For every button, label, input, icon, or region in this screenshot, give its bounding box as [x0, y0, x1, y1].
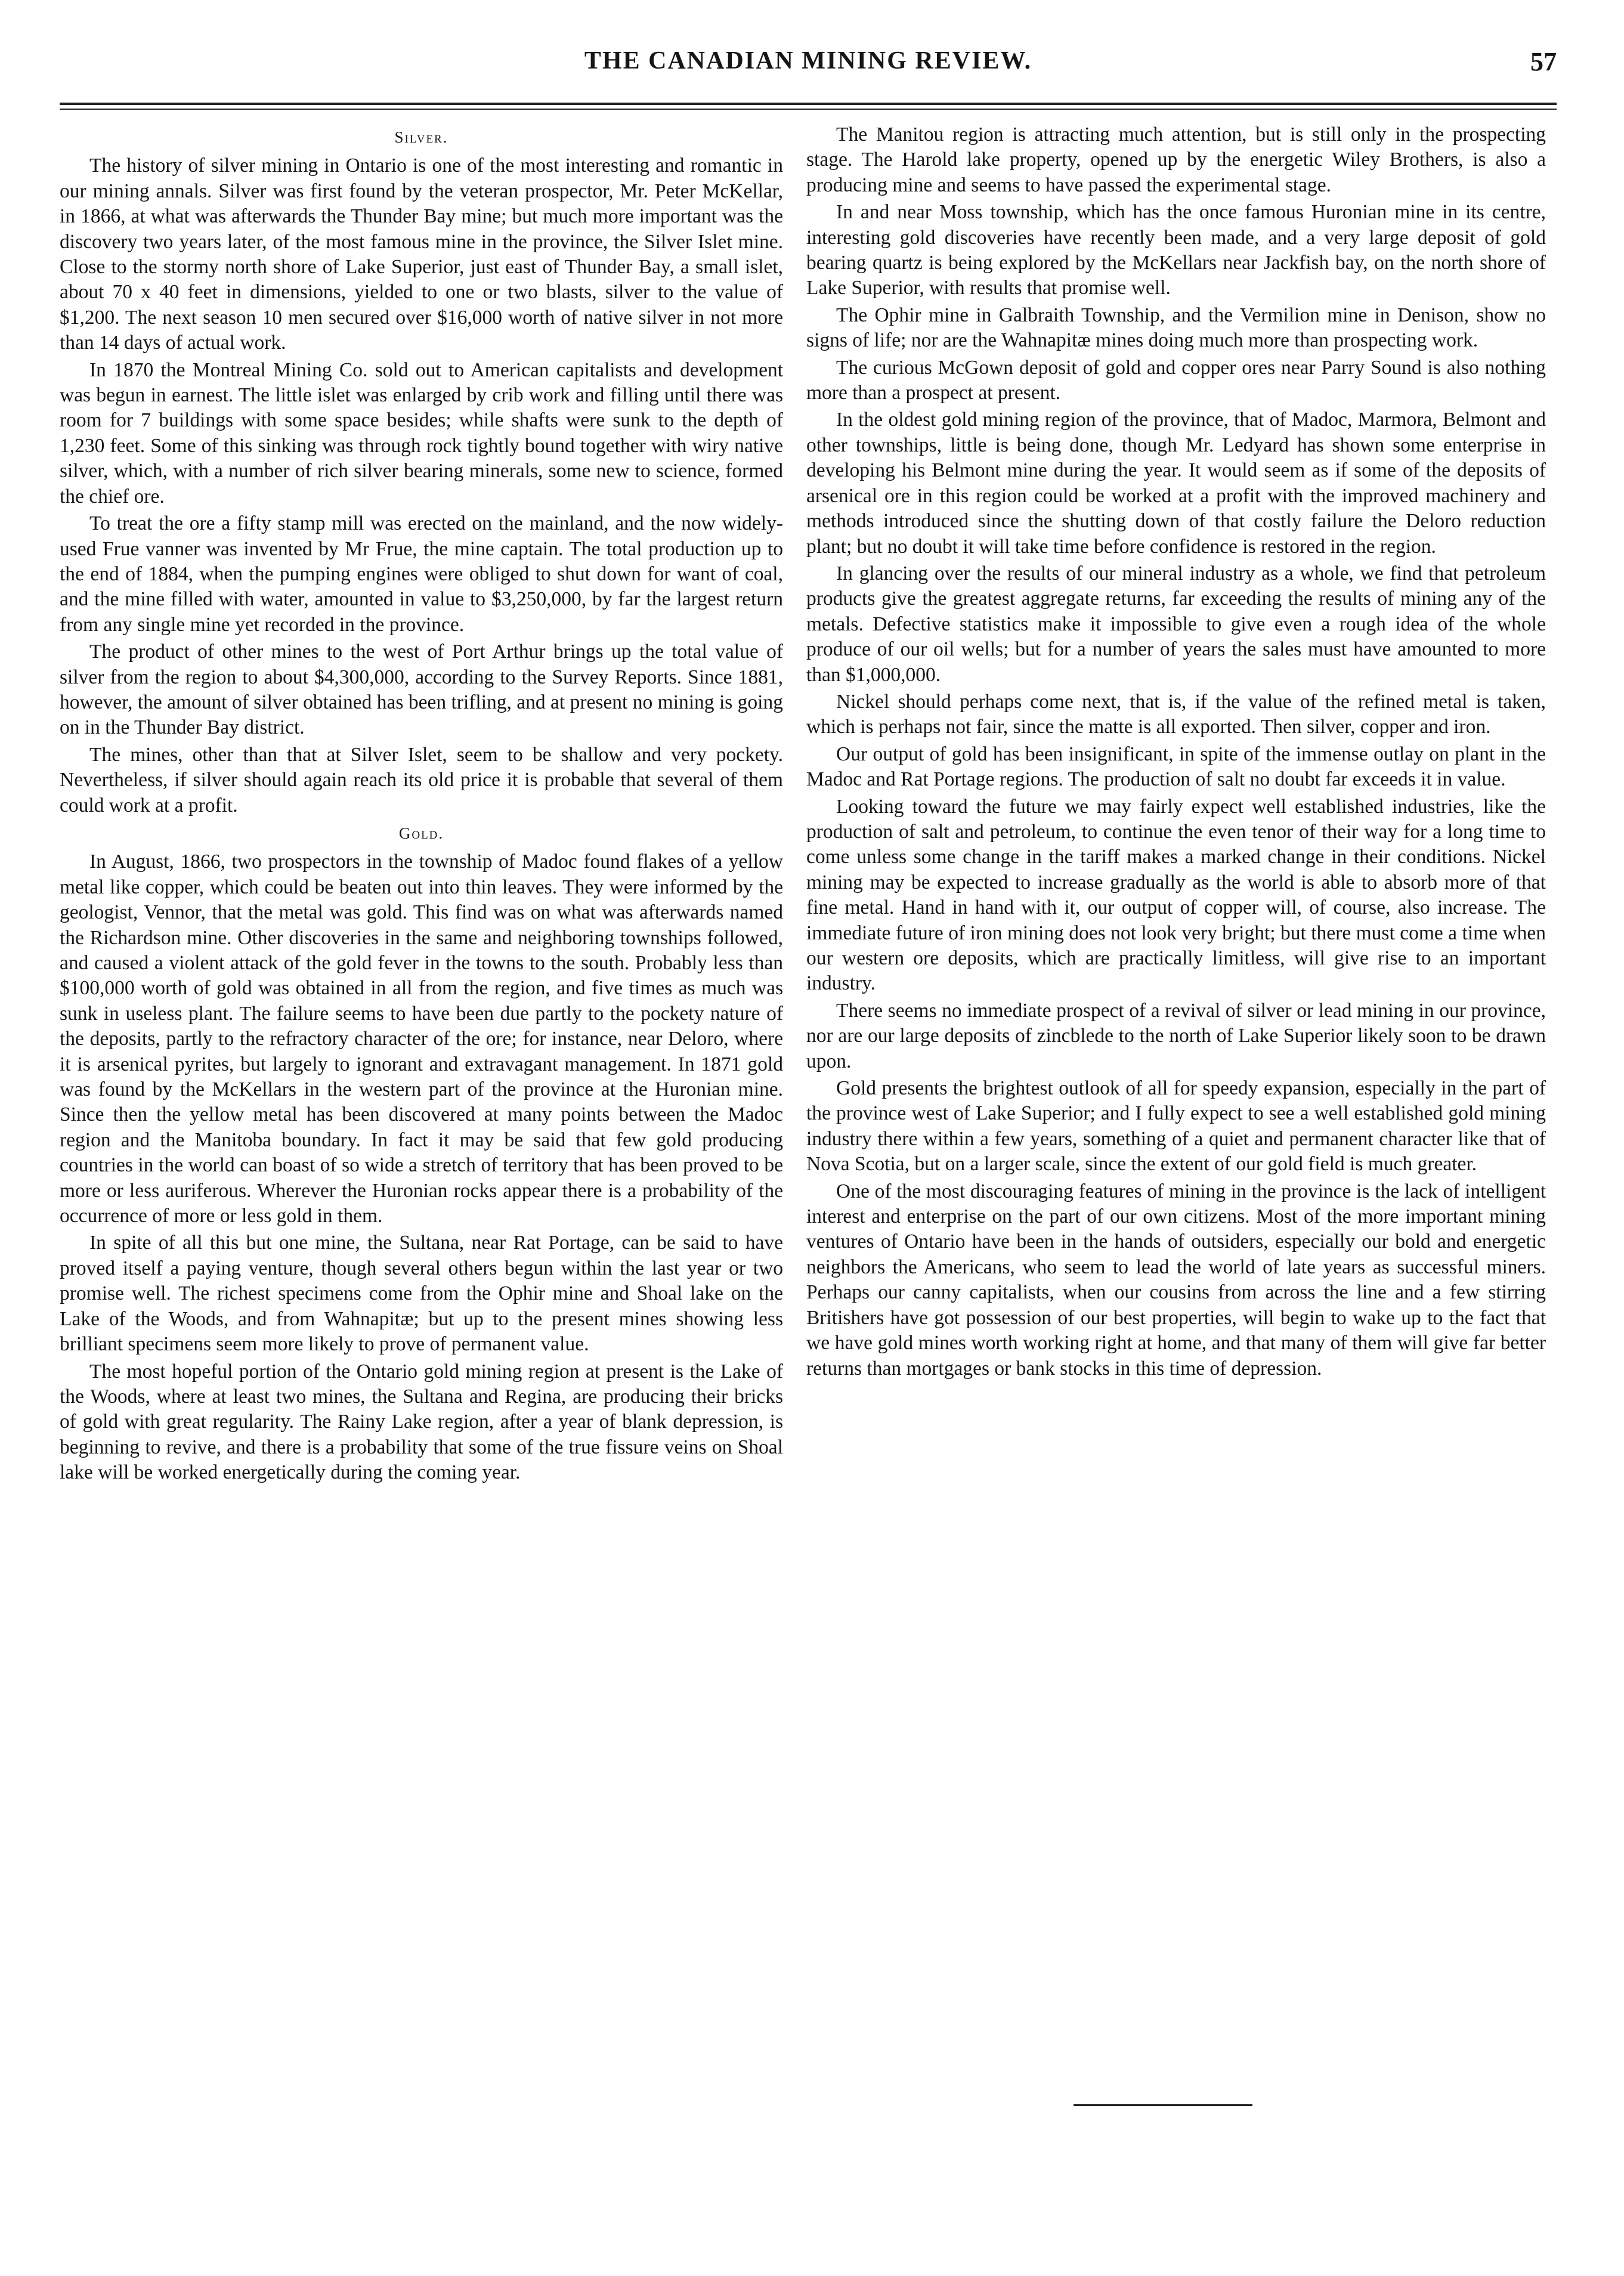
- body-paragraph: There seems no immediate prospect of a revival of silver or lead mining in our province, nor are our large deposits of zincblede to the north of Lake Superior likely soon to be drawn upon.: [806, 999, 1546, 1072]
- body-paragraph: Looking toward the future we may fairly expect well established industries, like the production of salt and petroleum, to continue the even tenor of their way for a long time to come unless some change in the tariff makes a marked change in their conditions. Nickel mining may be expected to increase gradually as the world is able to absorb more of that fine metal. Hand in hand with it, our output of copper will, of course, also increase. The immediate future of iron mining does not look very bright; but there must come a time when our western ore deposits, which are practically limitless, will give rise to an important industry.: [806, 795, 1546, 995]
- left-column: [60, 122, 783, 1488]
- gold-paragraph: The most hopeful portion of the Ontario gold mining region at present is the Lake of the Woods, where at least two mines, the Sultana and Regina, are producing their bricks of gold with great regularity. The Rainy Lake region, after a year of blank depression, is beginning to revive, and there is a probability that some of the true fissure veins on Shoal lake will be worked energetically during the coming year.: [60, 1360, 783, 1484]
- page-header: [60, 47, 1557, 88]
- body-paragraph: In glancing over the results of our mineral industry as a whole, we find that petroleum products give the greatest aggregate returns, far exceeding the results of mining any of the metals. Defective statistics make it impossible to give even a rough idea of the whole produce of our oil wells; but for a number of years the sales must have amounted to more than $1,000,000.: [806, 562, 1546, 686]
- gold-paragraph: In August, 1866, two prospectors in the township of Madoc found flakes of a yellow metal like copper, which could be beaten out into thin leaves. They were informed by the geologist, Vennor, that the metal was gold. This find was on what was afterwards named the Richardson mine. Other discoveries in the same and neighboring townships followed, and caused a violent attack of the gold fever in the towns to the south. Probably less than $100,000 worth of gold was obtained in all from the region, and five times as much was sunk in useless plant. The failure seems to have been due partly to the pockety nature of the deposits, partly to the refractory character of the ore; for instance, near Deloro, where it is arsenical pyrites, but largely to ignorant and extravagant management. In 1871 gold was found by the McKellars in the western part of the province at the Huronian mine. Since then the yellow metal has been discovered at many points between the Madoc region and the Manitoba boundary. In fact it may be said that few gold producing countries in the world can boast of so wide a stretch of territory that has been proved to be more or less auriferous. Wherever the Huronian rocks appear there is a probability of the occurrence of more or less gold in them.: [60, 851, 783, 1227]
- silver-heading: Silver.: [394, 128, 448, 146]
- body-paragraph: In and near Moss township, which has the once famous Huronian mine in its centre, interesting gold discoveries have recently been made, and a very large deposit of gold bearing quartz is being explored by the McKellars near Jackfish bay, on the north shore of Lake Superior, with results that promise well.: [806, 201, 1546, 299]
- silver-paragraph: The history of silver mining in Ontario is one of the most interesting and romantic in our mining annals. Silver was first found by the veteran prospector, Mr. Peter McKellar, in 1866, at what was afterwards the Thunder Bay mine; but much more important was the discovery two years later, of the most famous mine in the province, the Silver Islet mine. Close to the stormy north shore of Lake Superior, just east of Thunder Bay, a small islet, about 70 x 40 feet in dimensions, yielded to one or two blasts, silver to the value of $1,200. The next season 10 men secured over $16,000 worth of native silver in not more than 14 days of actual work.: [60, 154, 783, 354]
- article-end-rule: [1074, 2104, 1252, 2106]
- body-paragraph: Our output of gold has been insignificant, in spite of the immense outlay on plant in the Madoc and Rat Portage regions. The production of salt no doubt far exceeds it in value.: [806, 743, 1546, 791]
- gold-paragraph: In spite of all this but one mine, the Sultana, near Rat Portage, can be said to have proved itself a paying venture, though several others begun within the last year or two promise well. The richest specimens come from the Ophir mine and Shoal lake on the Lake of the Woods, and from Wahnapitæ; but up to the present mines showing less brilliant specimens seem more likely to prove of permanent value.: [60, 1232, 783, 1356]
- body-paragraph: One of the most discouraging features of mining in the province is the lack of intelligent interest and enterprise on the part of our own citizens. Most of the more important mining ventures of Ontario have been in the hands of outsiders, especially our bold and energetic neighbors the Americans, who seem to lead the world of late years as successful miners. Perhaps our canny capitalists, when our cousins from across the line and a few stirring Britishers have got possession of our best properties, will begin to wake up to the fact that we have gold mines worth working right at home, and that many of them will give far better returns than mortgages or bank stocks in this time of depression.: [806, 1180, 1546, 1380]
- body-paragraph: The Ophir mine in Galbraith Township, and the Vermilion mine in Denison, show no signs of life; nor are the Wahnapitæ mines doing much more than prospecting work.: [806, 304, 1546, 352]
- body-paragraph: The Manitou region is attracting much attention, but is still only in the prospecting stage. The Harold lake property, opened up by the energetic Wiley Brothers, is also a producing mine and seems to have passed the experimental stage.: [806, 123, 1546, 196]
- gold-heading: Gold.: [398, 824, 444, 842]
- body-paragraph: In the oldest gold mining region of the province, that of Madoc, Marmora, Belmont and other townships, little is being done, though Mr. Ledyard has shown some enterprise in developing his Belmont mine during the year. It would seem as if some of the deposits of arsenical ore in this region could be worked at a profit with the improved machinery and methods introduced since the shutting down of that costly failure the Deloro reduction plant; but no doubt it will take time before confidence is restored in the region.: [806, 409, 1546, 558]
- body-paragraph: Gold presents the brightest outlook of all for speedy expansion, especially in the part of the province west of Lake Superior; and I fully expect to see a well established gold mining industry there within a few years, something of a quiet and permanent character like that of Nova Scotia, but on a larger scale, since the extent of our gold field is much greater.: [806, 1077, 1546, 1176]
- silver-paragraph: The mines, other than that at Silver Islet, seem to be shallow and very pockety. Nevertheless, if silver should again reach its old price it is probable that several of them could work at a profit.: [60, 743, 783, 817]
- silver-paragraph: In 1870 the Montreal Mining Co. sold out to American capitalists and development was begun in earnest. The little islet was enlarged by crib work and filling until there was room for 7 buildings with some space besides; while shafts were sunk to the depth of 1,230 feet. Some of this sinking was through rock tightly bound together with wiry native silver, which, with a number of rich silver bearing minerals, some new to science, formed the chief ore.: [60, 358, 783, 508]
- silver-paragraph: To treat the ore a fifty stamp mill was erected on the mainland, and the now widely-used Frue vanner was invented by Mr Frue, the mine captain. The total production up to the end of 1884, when the pumping engines were obliged to shut down for want of coal, and the mine filled with water, amounted in value to $3,250,000, by far the largest return from any single mine yet recorded in the province.: [60, 512, 783, 636]
- body-paragraph: The curious McGown deposit of gold and copper ores near Parry Sound is also nothing more than a prospect at present.: [806, 356, 1546, 404]
- body-paragraph: Nickel should perhaps come next, that is, if the value of the refined metal is taken, which is perhaps not fair, since the matte is all exported. Then silver, copper and iron.: [806, 690, 1546, 738]
- right-column: [806, 122, 1546, 1383]
- header-rule-thin: [60, 109, 1557, 110]
- header-rule-thick: [60, 103, 1557, 105]
- silver-paragraph: The product of other mines to the west of Port Arthur brings up the total value of silver from the region to about $4,300,000, according to the Survey Reports. Since 1881, however, the amount of silver obtained has been trifling, and at present no mining is going on in the Thunder Bay district.: [60, 641, 783, 739]
- page-number: 57: [1530, 47, 1557, 76]
- page-title: THE CANADIAN MINING REVIEW.: [584, 47, 1032, 75]
